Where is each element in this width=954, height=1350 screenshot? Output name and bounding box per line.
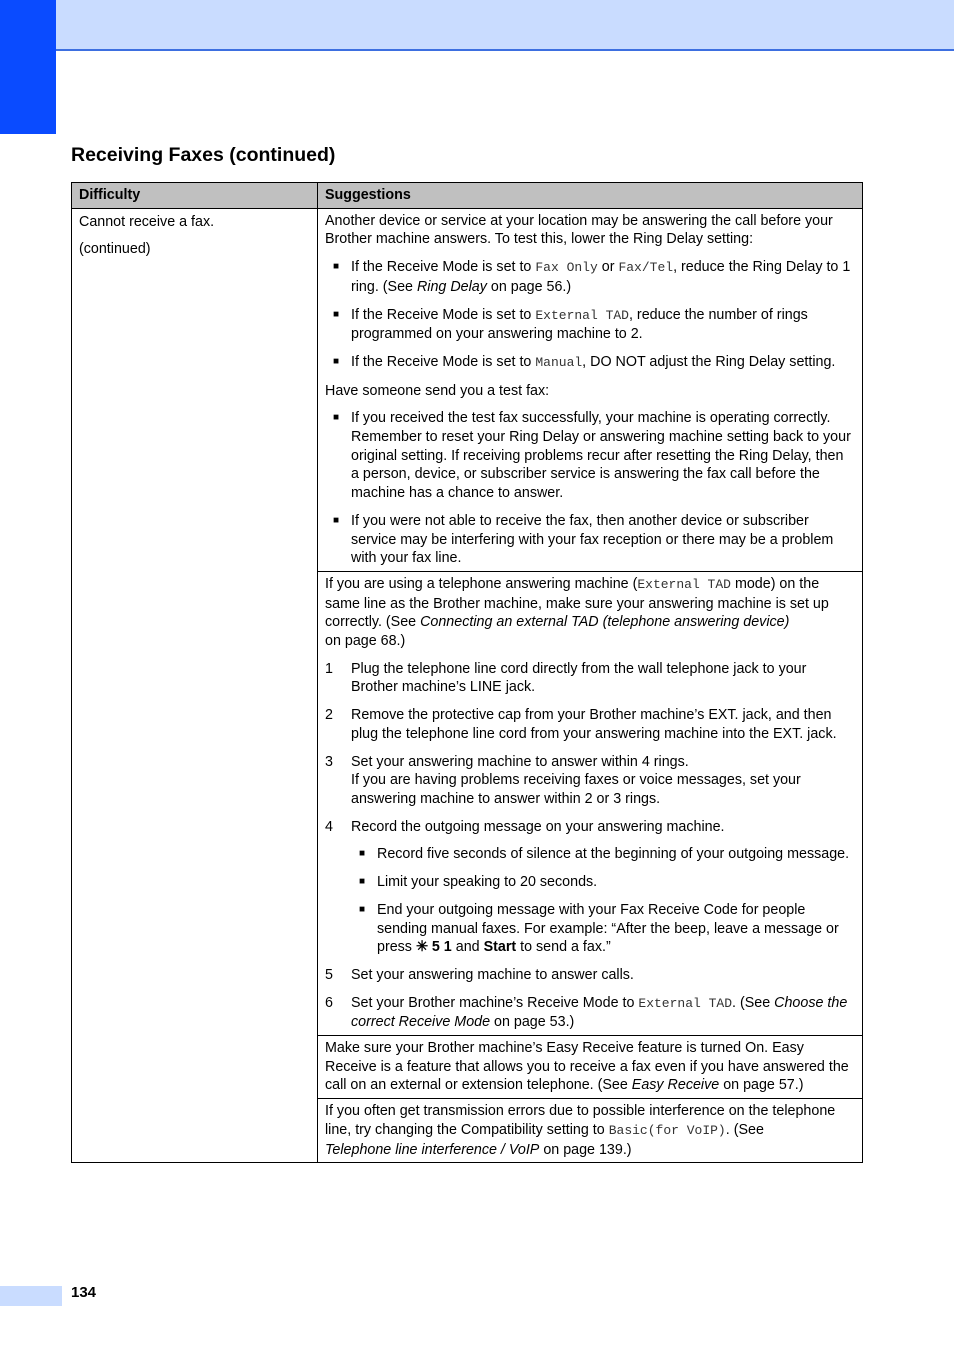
setup-steps (325, 660, 855, 1032)
step-item: 5 Set your answering machine to answer calls. (325, 966, 634, 983)
step-item: 2 Remove the protective cap from your Brother machine’s EXT. jack, and then plug the telephone line cord from your answering machine into the EXT. jack. (325, 707, 837, 742)
step-item: 4 Record the outgoing message on your answering machine. ■ Record five seconds of silence at the beginning of your outgoing message. ■ Limit your speaking to 20 seconds. ■ End your outgoing message with your Fax Receive Code for people sending manual faxes. For example: “After the beep, leave a message or press ✳ 5 1 and Start to send a fax.” (351, 818, 855, 957)
suggestion-cell-voip (318, 1099, 863, 1163)
suggestion-intro: Another device or service at your location may be answering the call before your Brother machine answers. To test this, lower the Ring Delay setting: (325, 212, 833, 248)
table-row (72, 208, 863, 571)
outgoing-message-list (351, 845, 855, 957)
suggestion-cell-easy-receive (318, 1036, 863, 1099)
suggestion-cell-external-tad (318, 571, 863, 1035)
list-item: ■ Record five seconds of silence at the beginning of your outgoing message. (377, 845, 855, 864)
list-item: ■ If you were not able to receive the fax, then another device or subscriber service may be interfering with your fax reception or there may be a problem with your fax line. (351, 512, 855, 568)
step-item: 6 Set your Brother machine’s Receive Mode to External TAD. (See Choose the correct Receive Mode on page 53.) (325, 994, 848, 1031)
list-item: ■ Limit your speaking to 20 seconds. (377, 873, 855, 892)
troubleshooting-table (71, 182, 863, 1163)
footer-bar (0, 1286, 62, 1306)
suggestion-text: If you often get transmission errors due to possible interference on the telephone line, try changing the Compatibility setting to Basic(for VoIP). (See Telephone line interference / VoIP on page 139.) (325, 1103, 836, 1158)
suggestion-intro: If you are using a telephone answering machine (External TAD mode) on the same line as the Brother machine, make sure your answering machine is set up correctly. (See Connecting an external TAD (telephone answering device) on page 68.) (325, 575, 829, 650)
difficulty-text: Cannot receive a fax. (79, 213, 215, 230)
col-difficulty-header: Difficulty (72, 183, 318, 209)
header-band (0, 0, 954, 51)
suggestion-text: Make sure your Brother machine’s Easy Receive feature is turned On. Easy Receive is a feature that allows you to receive a fax even if you have answered the call on an external or extension telephone. (See Easy Receive on page 57.) (325, 1040, 849, 1094)
chapter-tab (0, 0, 56, 134)
ring-delay-list (325, 258, 855, 373)
section-title: Receiving Faxes (continued) (71, 144, 336, 166)
list-item: ■ If you received the test fax successfully, your machine is operating correctly. Remember to reset your Ring Delay or answering machine setting back to your original setting. If receiving problems recur after resetting the Ring Delay, then a person, device, or subscriber service is answering the fax call before the machine has a chance to answer. (351, 409, 855, 503)
step-item: 1 Plug the telephone line cord directly from the wall telephone jack to your Brother machine’s LINE jack. (325, 660, 807, 696)
difficulty-cell (72, 208, 318, 1163)
test-fax-intro: Have someone send you a test fax: (325, 382, 550, 399)
step-item: 3 Set your answering machine to answer within 4 rings. If you are having problems receiving faxes or voice messages, set your answering machine to answer within 2 or 3 rings. (325, 753, 801, 807)
page-number: 134 (71, 1284, 97, 1301)
table-header-row (72, 183, 863, 209)
suggestion-cell-ring-delay (318, 208, 863, 571)
col-suggestions-header: Suggestions (318, 183, 863, 209)
list-item: ■ If the Receive Mode is set to Fax Only or Fax/Tel, reduce the Ring Delay to 1 ring. (See Ring Delay on page 56.) (351, 258, 855, 296)
list-item: ■ End your outgoing message with your Fax Receive Code for people sending manual faxes. For example: “After the beep, leave a message or press ✳ 5 1 and Start to send a fax.” (377, 901, 855, 957)
difficulty-continued: (continued) (79, 241, 151, 258)
list-item: ■ If the Receive Mode is set to External TAD, reduce the number of rings programmed on your answering machine to 2. (351, 306, 855, 344)
test-fax-list (325, 409, 855, 568)
list-item: ■ If the Receive Mode is set to Manual, DO NOT adjust the Ring Delay setting. (351, 353, 855, 373)
